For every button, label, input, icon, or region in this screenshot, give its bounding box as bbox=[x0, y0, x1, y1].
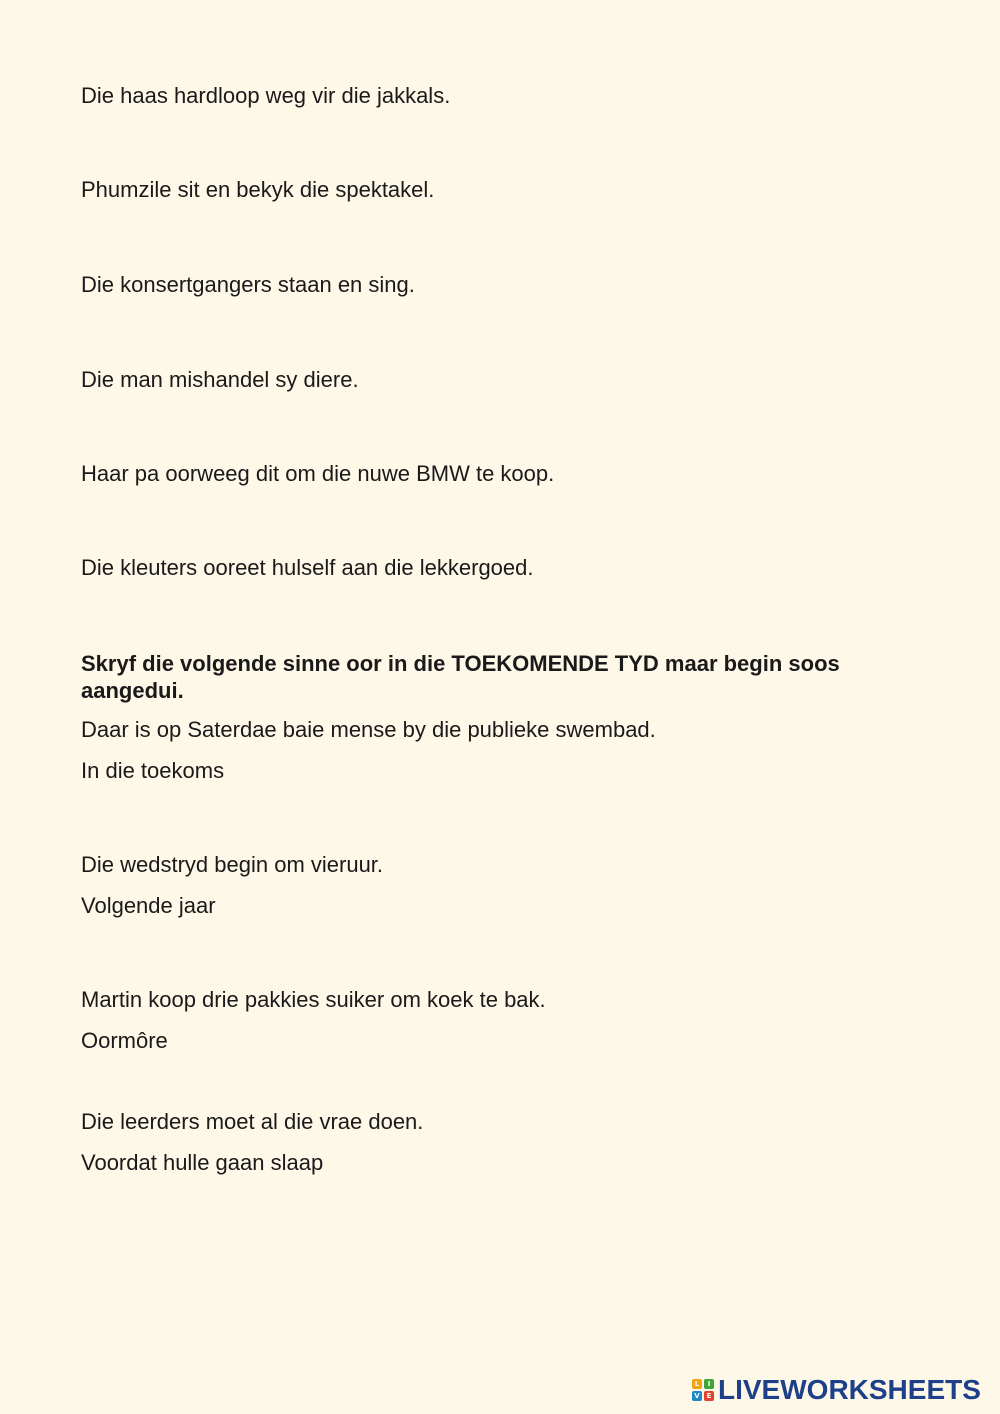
exercise-start-3: Oormôre bbox=[81, 1028, 168, 1053]
sentence-4: Die man mishandel sy diere. bbox=[81, 367, 359, 392]
logo-letter: I bbox=[704, 1379, 714, 1389]
sentence-3: Die konsertgangers staan en sing. bbox=[81, 272, 415, 297]
exercise-sentence-4: Die leerders moet al die vrae doen. bbox=[81, 1109, 424, 1134]
exercise-start-4: Voordat hulle gaan slaap bbox=[81, 1150, 324, 1175]
exercise-sentence-2: Die wedstryd begin om vieruur. bbox=[81, 852, 384, 877]
section-instruction: Skryf die volgende sinne oor in die TOEKOMENDE TYD maar begin soos aangedui. bbox=[81, 651, 840, 703]
exercise-start-1: In die toekoms bbox=[81, 758, 225, 783]
exercise-start-2: Volgende jaar bbox=[81, 893, 216, 918]
logo-text: LIVEWORKSHEETS bbox=[718, 1374, 981, 1405]
logo-icon bbox=[692, 1379, 714, 1401]
exercise-sentence-1: Daar is op Saterdae baie mense by die publieke swembad. bbox=[81, 717, 656, 742]
sentence-5: Haar pa oorweeg dit om die nuwe BMW te koop. bbox=[81, 461, 555, 486]
liveworksheets-logo bbox=[692, 1374, 981, 1406]
logo-letter: E bbox=[704, 1391, 714, 1401]
exercise-sentence-3: Martin koop drie pakkies suiker om koek te bak. bbox=[81, 987, 546, 1012]
logo-letter: V bbox=[692, 1391, 702, 1401]
sentence-6: Die kleuters ooreet hulself aan die lekkergoed. bbox=[81, 555, 534, 580]
sentence-1: Die haas hardloop weg vir die jakkals. bbox=[81, 83, 451, 108]
sentence-2: Phumzile sit en bekyk die spektakel. bbox=[81, 177, 435, 202]
logo-letter: L bbox=[692, 1379, 702, 1389]
